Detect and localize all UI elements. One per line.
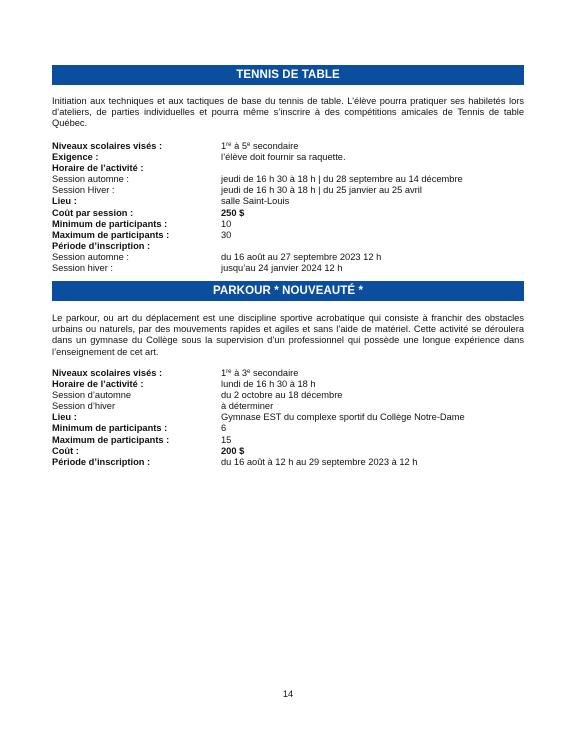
detail-value: 10 <box>221 218 232 229</box>
detail-row <box>52 241 524 252</box>
detail-row <box>52 457 524 468</box>
level-end-sup: e <box>247 142 251 148</box>
page-number: 14 <box>282 689 294 699</box>
detail-label: Horaire de l’activité : <box>52 379 144 390</box>
detail-value: jusqu’au 24 janvier 2024 12 h <box>221 263 343 274</box>
detail-row <box>52 141 524 152</box>
detail-row <box>52 446 524 457</box>
level-end-sup: e <box>247 369 251 375</box>
detail-row <box>52 368 524 379</box>
detail-value: 250 $ <box>221 207 245 218</box>
detail-row <box>52 401 524 412</box>
detail-row <box>52 252 524 263</box>
detail-label: Niveaux scolaires visés : <box>52 141 163 151</box>
detail-value: du 16 août à 12 h au 29 septembre 2023 à 12 h <box>221 456 418 467</box>
level-suffix: secondaire <box>250 368 299 378</box>
detail-value: jeudi de 16 h 30 à 18 h | du 25 janvier au 25 avril <box>221 185 422 196</box>
level-start: 1 <box>221 368 227 378</box>
detail-row <box>52 196 524 207</box>
detail-label: Minimum de participants : <box>52 218 168 229</box>
detail-label: Lieu : <box>52 196 77 207</box>
level-start-sup: re <box>226 369 232 375</box>
detail-row <box>52 390 524 401</box>
detail-row <box>52 208 524 219</box>
detail-value <box>221 141 524 152</box>
detail-label: Période d’inscription : <box>52 240 151 251</box>
details-tennis <box>52 141 524 274</box>
detail-value: à déterminer <box>221 401 274 412</box>
detail-value <box>221 241 524 252</box>
level-suffix: secondaire <box>250 141 299 151</box>
detail-label: Exigence : <box>52 152 99 163</box>
detail-value: du 16 août au 27 septembre 2023 12 h <box>221 251 382 262</box>
detail-row <box>52 435 524 446</box>
detail-value: salle Saint-Louis <box>221 196 290 207</box>
detail-value: l’élève doit fournir sa raquette. <box>221 152 346 163</box>
detail-label: Session automne : <box>52 174 130 185</box>
detail-value <box>221 368 524 379</box>
detail-row <box>52 174 524 185</box>
detail-row <box>52 152 524 163</box>
detail-label: Session d’automne <box>52 390 132 401</box>
detail-value: lundi de 16 h 30 à 18 h <box>221 379 316 390</box>
detail-value: du 2 octobre au 18 décembre <box>221 390 343 401</box>
detail-value: 15 <box>221 434 232 445</box>
detail-label: Session d’hiver <box>52 401 116 412</box>
detail-row <box>52 163 524 174</box>
detail-row <box>52 423 524 434</box>
level-start-sup: re <box>226 142 232 148</box>
detail-value: 6 <box>221 423 227 434</box>
detail-row <box>52 412 524 423</box>
detail-label: Horaire de l’activité : <box>52 163 144 174</box>
section-title-tennis: TENNIS DE TABLE <box>52 65 524 85</box>
detail-row <box>52 230 524 241</box>
detail-label: Session hiver : <box>52 263 113 274</box>
section-description-tennis: Initiation aux techniques et aux tactiques de base du tennis de table. L’élève pourra pratiquer ses habiletés lors d’ateliers, de parties individuelles et pourra même s’inscrire à des compétitions amicales de Tennis de table Québec. <box>52 96 524 129</box>
detail-row <box>52 185 524 196</box>
detail-label: Session Hiver : <box>52 185 115 196</box>
detail-label: Niveaux scolaires visés : <box>52 368 163 378</box>
level-end: à 5 <box>231 141 248 151</box>
detail-label: Lieu : <box>52 412 77 423</box>
detail-label: Minimum de participants : <box>52 423 168 434</box>
detail-label: Coût par session : <box>52 207 134 218</box>
detail-label: Session automne : <box>52 251 130 262</box>
detail-row <box>52 263 524 274</box>
level-end: à 3 <box>231 368 248 378</box>
detail-value: Gymnase EST du complexe sportif du Collège Notre-Dame <box>221 412 465 423</box>
detail-value: 200 $ <box>221 445 245 456</box>
details-parkour <box>52 368 524 468</box>
section-title-parkour: PARKOUR * NOUVEAUTÉ * <box>52 281 524 301</box>
section-description-parkour: Le parkour, ou art du déplacement est une discipline sportive acrobatique qui consiste à franchir des obstacles urbains ou naturels, par des mouvements rapides et agiles et sans l’aide de matériel. Cette activité se déroulera dans un gymnase du Collège sous la supervision d’un professionnel qui possède une longue expérience dans l’enseignement de cet art. <box>52 313 524 357</box>
detail-value <box>221 163 524 174</box>
detail-label: Coût : <box>52 445 79 456</box>
detail-label: Maximum de participants : <box>52 229 170 240</box>
detail-row <box>52 219 524 230</box>
detail-value: jeudi de 16 h 30 à 18 h | du 28 septembre au 14 décembre <box>221 174 463 185</box>
detail-value: 30 <box>221 229 232 240</box>
detail-label: Période d’inscription : <box>52 456 151 467</box>
detail-row <box>52 379 524 390</box>
level-start: 1 <box>221 141 227 151</box>
detail-label: Maximum de participants : <box>52 434 170 445</box>
